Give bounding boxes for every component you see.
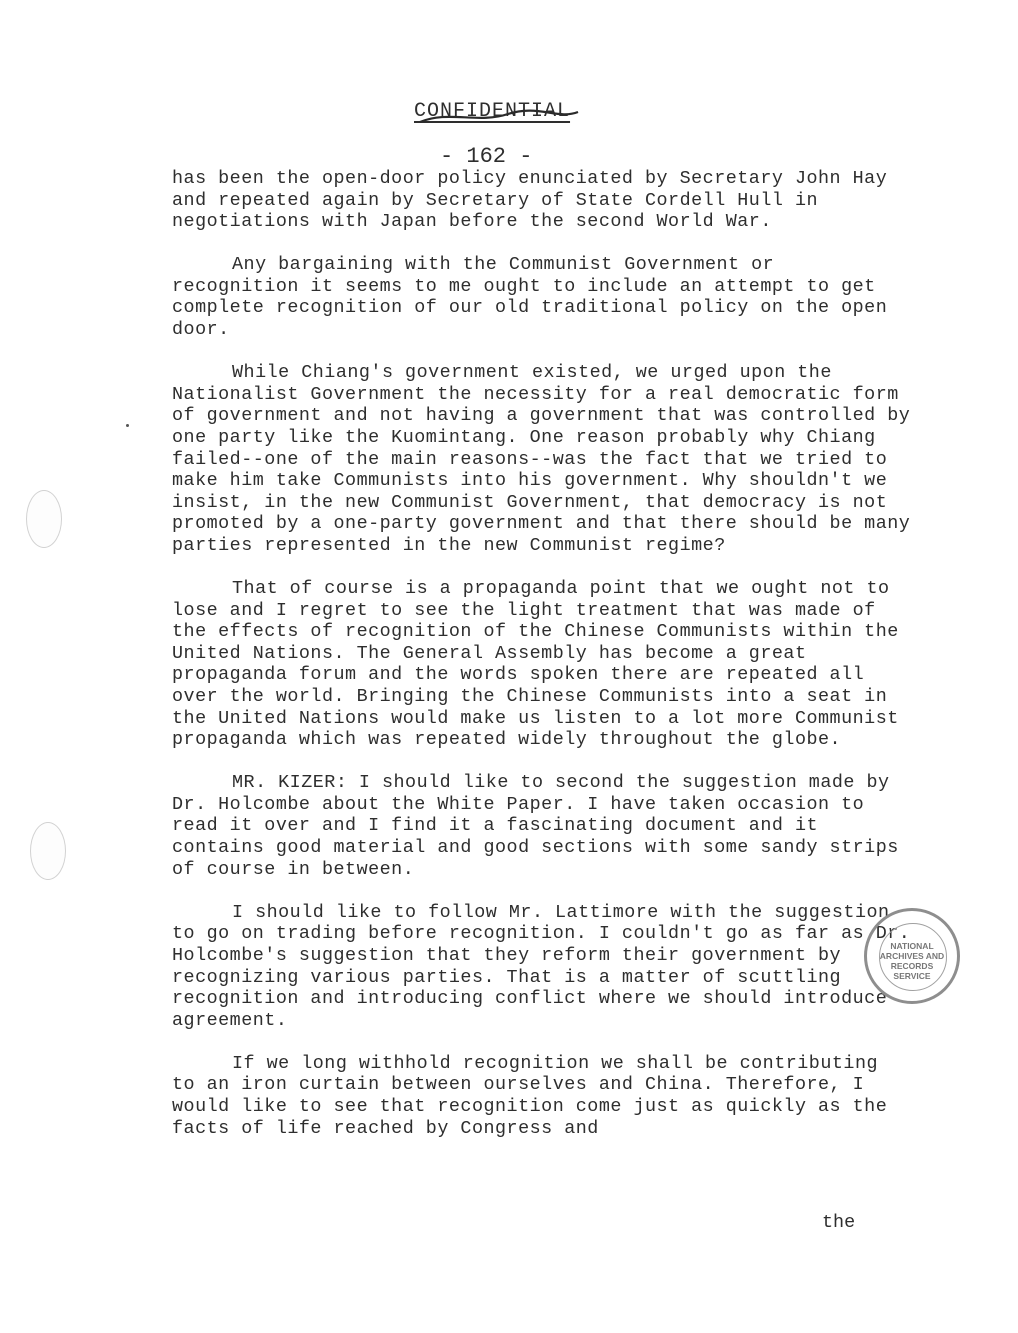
paragraph: If we long withhold recognition we shall be contributing to an iron curtain between ourselves and China. Therefore, I would like to see that recognition come just as quickly as the facts of life reached by Congress and (172, 1052, 888, 1139)
document-body (172, 168, 912, 1161)
paragraph: MR. KIZER: I should like to second the suggestion made by Dr. Holcombe about the White Paper. I have taken occasion to read it over and I find it a fascinating document and it contains good material and good sections with some sandy strips of course in between. (172, 772, 899, 880)
stamp-text: NATIONAL ARCHIVES AND RECORDS SERVICE (879, 941, 945, 981)
page-number: - 162 - (440, 144, 533, 169)
punch-hole (26, 490, 62, 548)
stray-ink-mark (126, 424, 129, 427)
paragraph: has been the open-door policy enunciated by Secretary John Hay and repeated again by Secretary of State Cordell Hull in negotiations with Japan before the second World War. (172, 168, 888, 233)
classification-heading: CONFIDENTIAL (414, 100, 571, 123)
paragraph: I should like to follow Mr. Lattimore with the suggestion to go on trading before recognition. I couldn't go as far as Dr. Holcombe's suggestion that they reform their government by recognizing various parties. That is a matter of scuttling recognition and introducing conflict where we should introduce agreement. (172, 901, 911, 1031)
paragraph: While Chiang's government existed, we urged upon the Nationalist Government the necessity for a real democratic form of government and not having a government that was controlled by one party like the Kuomintang. One reason probably why Chiang failed--one of the main reasons--was the fact that we tried to make him take Communists into his government. Why shouldn't we insist, in the new Communist Government, that democracy is not promoted by a one-party government and that there should be many parties represented in the new Communist regime? (172, 362, 911, 556)
paragraph: That of course is a propaganda point that we ought not to lose and I regret to see the light treatment that was made of the effects of recognition of the Chinese Communists within the United Nations. The General Assembly has become a great propaganda forum and the words spoken there are repeated all over the world. Bringing the Chinese Communists into a seat in the United Nations would make us listen to a lot more Communist propaganda which was repeated widely throughout the globe. (172, 578, 899, 751)
catchword: the (822, 1212, 856, 1233)
punch-hole (30, 822, 66, 880)
paragraph: Any bargaining with the Communist Government or recognition it seems to me ought to include an attempt to get complete recognition of our old traditional policy on the open door. (172, 254, 888, 341)
archive-stamp (864, 908, 960, 1004)
